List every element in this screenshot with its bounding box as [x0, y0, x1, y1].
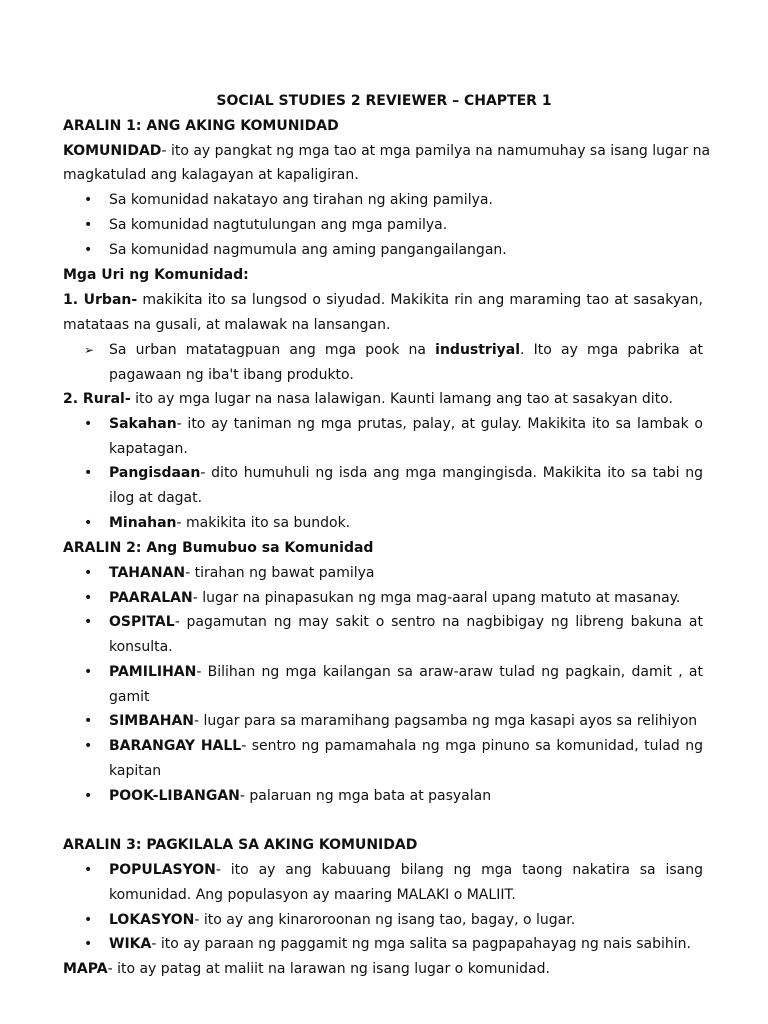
bullet-icon: •: [84, 590, 93, 606]
list-item-cont: kapitan: [109, 763, 162, 779]
list-item-cont: kapatagan.: [109, 441, 188, 457]
bullet-icon: •: [84, 217, 93, 233]
rural-term: 2. Rural-: [63, 391, 131, 407]
arrow-bullet-icon: ➢: [84, 343, 95, 357]
bullet-icon: •: [84, 416, 93, 432]
list-item: TAHANAN- tirahan ng bawat pamilya: [109, 565, 375, 581]
bullet-icon: •: [84, 565, 93, 581]
list-item: PAARALAN- lugar na pinapasukan ng mga mag-aaral upang matuto at masanay.: [109, 590, 681, 606]
list-item: Pangisdaan- dito humuhuli ng isda ang mga mangingisda. Makikita ito sa tabi ng: [109, 465, 703, 481]
document-title: SOCIAL STUDIES 2 REVIEWER – CHAPTER 1: [216, 93, 552, 109]
bullet-icon: •: [84, 515, 93, 531]
list-item: Sakahan- ito ay taniman ng mga prutas, palay, at gulay. Makikita ito sa lambak o: [109, 416, 703, 432]
list-item: WIKA- ito ay paraan ng paggamit ng mga salita sa pagpapahayag ng nais sabihin.: [109, 936, 691, 952]
list-item: BARANGAY HALL- sentro ng pamamahala ng mga pinuno sa komunidad, tulad ng: [109, 738, 704, 754]
urban-subitem-cont: pagawaan ng iba't ibang produkto.: [109, 367, 354, 383]
uri-heading: Mga Uri ng Komunidad:: [63, 267, 249, 283]
urban-subitem: Sa urban matatagpuan ang mga pook na industriyal. Ito ay mga pabrika at: [109, 342, 704, 358]
rural-definition: 2. Rural- ito ay mga lugar na nasa lalawigan. Kaunti lamang ang tao at sasakyan dito.: [63, 391, 673, 407]
mapa-definition: MAPA- ito ay patag at maliit na larawan ng isang lugar o komunidad.: [63, 961, 550, 977]
komunidad-term: KOMUNIDAD: [63, 143, 162, 159]
urban-definition: 1. Urban- makikita ito sa lungsod o siyudad. Makikita rin ang maraming tao at sasakyan,: [63, 292, 704, 308]
list-item: Sa komunidad nakatayo ang tirahan ng aking pamilya.: [109, 192, 493, 208]
list-item: SIMBAHAN- lugar para sa maramihang pagsamba ng mga kasapi ayos sa relihiyon: [109, 713, 698, 729]
bullet-icon: •: [84, 242, 93, 258]
bullet-icon: •: [84, 936, 93, 952]
bullet-icon: •: [84, 713, 93, 729]
komunidad-definition: KOMUNIDAD- ito ay pangkat ng mga tao at mga pamilya na namumuhay sa isang lugar na: [63, 143, 711, 159]
list-item: PAMILIHAN- Bilihan ng mga kailangan sa araw-araw tulad ng pagkain, damit , at: [109, 664, 703, 680]
list-item: Minahan- makikita ito sa bundok.: [109, 515, 351, 531]
list-item-cont: gamit: [109, 689, 150, 705]
bullet-icon: •: [84, 788, 93, 804]
urban-term: 1. Urban-: [63, 292, 138, 308]
list-item-cont: komunidad. Ang populasyon ay maaring MALAKI o MALIIT.: [109, 887, 516, 903]
bullet-icon: •: [84, 465, 93, 481]
bullet-icon: •: [84, 862, 93, 878]
bullet-icon: •: [84, 912, 93, 928]
aralin3-heading: ARALIN 3: PAGKILALA SA AKING KOMUNIDAD: [63, 837, 418, 853]
list-item: POPULASYON- ito ay ang kabuuang bilang ng mga taong nakatira sa isang: [109, 862, 703, 878]
list-item: OSPITAL- pagamutan ng may sakit o sentro na nagbibigay ng libreng bakuna at: [109, 614, 703, 630]
bullet-icon: •: [84, 664, 93, 680]
komunidad-definition-cont: magkatulad ang kalagayan at kapaligiran.: [63, 167, 359, 183]
aralin1-heading: ARALIN 1: ANG AKING KOMUNIDAD: [63, 118, 339, 134]
bullet-icon: •: [84, 614, 93, 630]
list-item: POOK-LIBANGAN- palaruan ng mga bata at pasyalan: [109, 788, 492, 804]
bullet-icon: •: [84, 738, 93, 754]
bullet-icon: •: [84, 192, 93, 208]
aralin2-heading: ARALIN 2: Ang Bumubuo sa Komunidad: [63, 540, 374, 556]
urban-definition-cont: matataas na gusali, at malawak na lansangan.: [63, 317, 391, 333]
list-item: Sa komunidad nagmumula ang aming pangangailangan.: [109, 242, 507, 258]
list-item-cont: konsulta.: [109, 639, 173, 655]
list-item: Sa komunidad nagtutulungan ang mga pamilya.: [109, 217, 448, 233]
list-item-cont: ilog at dagat.: [109, 490, 203, 506]
mapa-term: MAPA: [63, 961, 108, 977]
list-item: LOKASYON- ito ay ang kinaroroonan ng isang tao, bagay, o lugar.: [109, 912, 576, 928]
